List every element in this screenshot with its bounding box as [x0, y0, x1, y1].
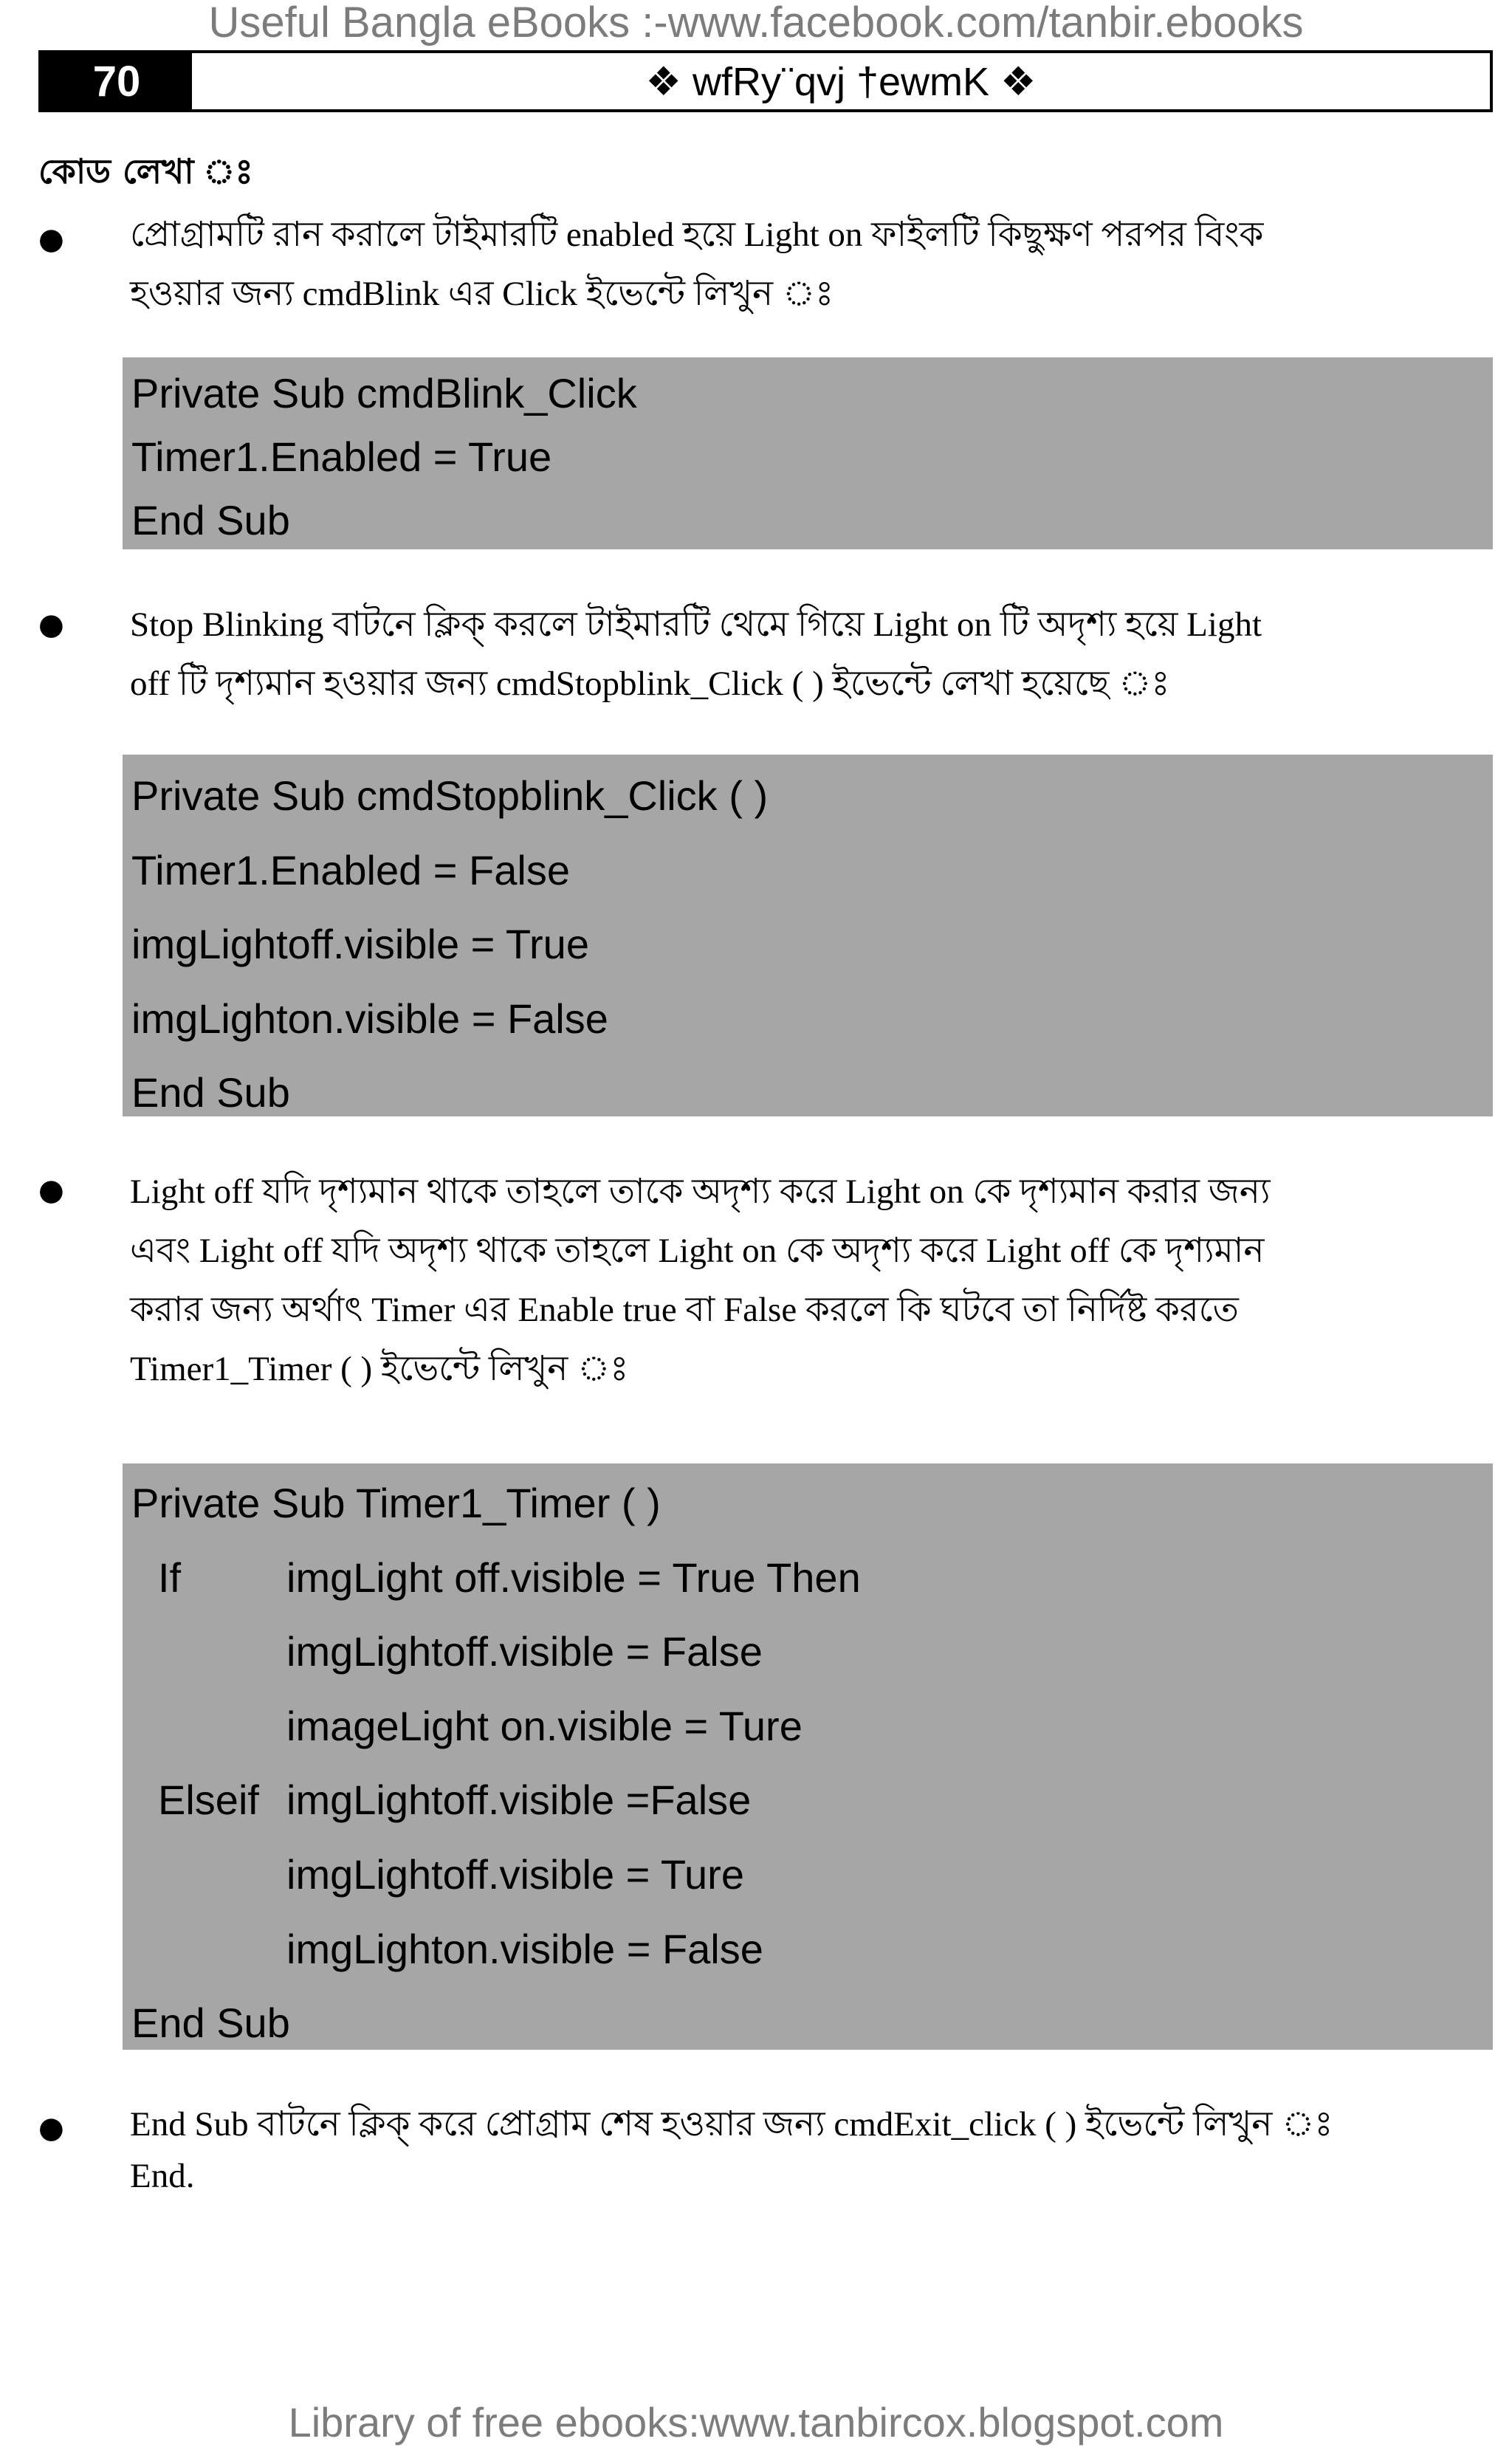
paragraph-4 — [130, 2098, 1490, 2202]
code-row — [131, 1838, 1493, 1912]
code-line: End Sub — [131, 497, 290, 543]
page-number: 70 — [41, 53, 192, 109]
code-block-2 — [123, 755, 1493, 1116]
code-block-3 — [123, 1463, 1493, 2050]
top-credit-text: Useful Bangla eBooks :-www.facebook.com/tanbir.ebooks — [208, 0, 1304, 47]
paragraph-line: off টি দৃশ্যমান হওয়ার জন্য cmdStopblink_Click ( ) ইভেন্টে লেখা হয়েছে ঃ — [130, 665, 1170, 703]
section-heading: কোড লেখা ঃ — [38, 151, 253, 191]
bottom-credit-text: Library of free ebooks:www.tanbircox.blogspot.com — [288, 2399, 1224, 2446]
code-line: Private Sub Timer1_Timer ( ) — [131, 1480, 661, 1526]
paragraph-line: End Sub বাটনে ক্লিক্ করে প্রোগ্রাম শেষ হওয়ার জন্য cmdExit_click ( ) ইভেন্টে লিখুন ঃ — [130, 2105, 1333, 2144]
code-line: imgLighton.visible = False — [131, 995, 608, 1042]
code-text: imgLightoff.visible = Ture — [286, 1850, 744, 1898]
page-header — [38, 50, 1493, 112]
code-text: imgLight off.visible = True Then — [286, 1554, 861, 1601]
code-line: Private Sub cmdBlink_Click — [131, 370, 637, 416]
paragraph-line: প্রোগ্রামটি রান করালে টাইমারটি enabled হয়ে Light on ফাইলটি কিছুক্ষণ পরপর বিংক — [130, 216, 1264, 254]
code-row — [131, 1541, 1493, 1616]
code-text: imageLight on.visible = Ture — [286, 1702, 803, 1749]
code-row — [131, 1763, 1493, 1838]
bullet-icon: ● — [38, 222, 64, 256]
code-text: imgLightoff.visible =False — [286, 1777, 752, 1824]
code-block-1 — [123, 357, 1493, 549]
code-line: Private Sub cmdStopblink_Click ( ) — [131, 772, 769, 819]
bullet-icon: ● — [38, 2111, 64, 2145]
code-text: imgLighton.visible = False — [286, 1925, 763, 1972]
code-row — [131, 1615, 1493, 1689]
paragraph-line: Stop Blinking বাটনে ক্লিক্ করলে টাইমারটি থেমে গিয়ে Light on টি অদৃশ্য হয়ে Light — [130, 605, 1262, 644]
code-line: End Sub — [131, 2000, 290, 2047]
paragraph-2 — [130, 595, 1490, 713]
paragraph-3 — [130, 1162, 1490, 1398]
paragraph-1 — [130, 205, 1490, 323]
code-text: imgLightoff.visible = False — [286, 1628, 763, 1675]
code-row — [131, 1689, 1493, 1764]
code-line: imgLightoff.visible = True — [131, 921, 589, 968]
paragraph-line: এবং Light off যদি অদৃশ্য থাকে তাহলে Light on কে অদৃশ্য করে Light off কে দৃশ্যমান — [130, 1232, 1265, 1270]
paragraph-line: End. — [130, 2157, 195, 2195]
paragraph-line: Light off যদি দৃশ্যমান থাকে তাহলে তাকে অদৃশ্য করে Light on কে দৃশ্যমান করার জন্য — [130, 1173, 1271, 1211]
running-title: ❖ wfRy¨qvj †ewmK ❖ — [645, 59, 1037, 104]
paragraph-line: করার জন্য অর্থাৎ Timer এর Enable true বা False করলে কি ঘটবে তা নির্দিষ্ট করতে — [130, 1291, 1239, 1329]
bullet-icon: ● — [38, 1173, 64, 1207]
code-keyword: If — [158, 1554, 182, 1601]
paragraph-line: Timer1_Timer ( ) ইভেন্টে লিখুন ঃ — [130, 1350, 629, 1388]
paragraph-line: হওয়ার জন্য cmdBlink এর Click ইভেন্টে লিখুন ঃ — [130, 275, 834, 313]
bullet-icon: ● — [38, 608, 64, 642]
code-line: Timer1.Enabled = True — [131, 433, 552, 480]
code-line: End Sub — [131, 1069, 290, 1116]
code-row — [131, 1912, 1493, 1987]
code-line: Timer1.Enabled = False — [131, 846, 570, 893]
code-keyword: Elseif — [158, 1777, 259, 1824]
